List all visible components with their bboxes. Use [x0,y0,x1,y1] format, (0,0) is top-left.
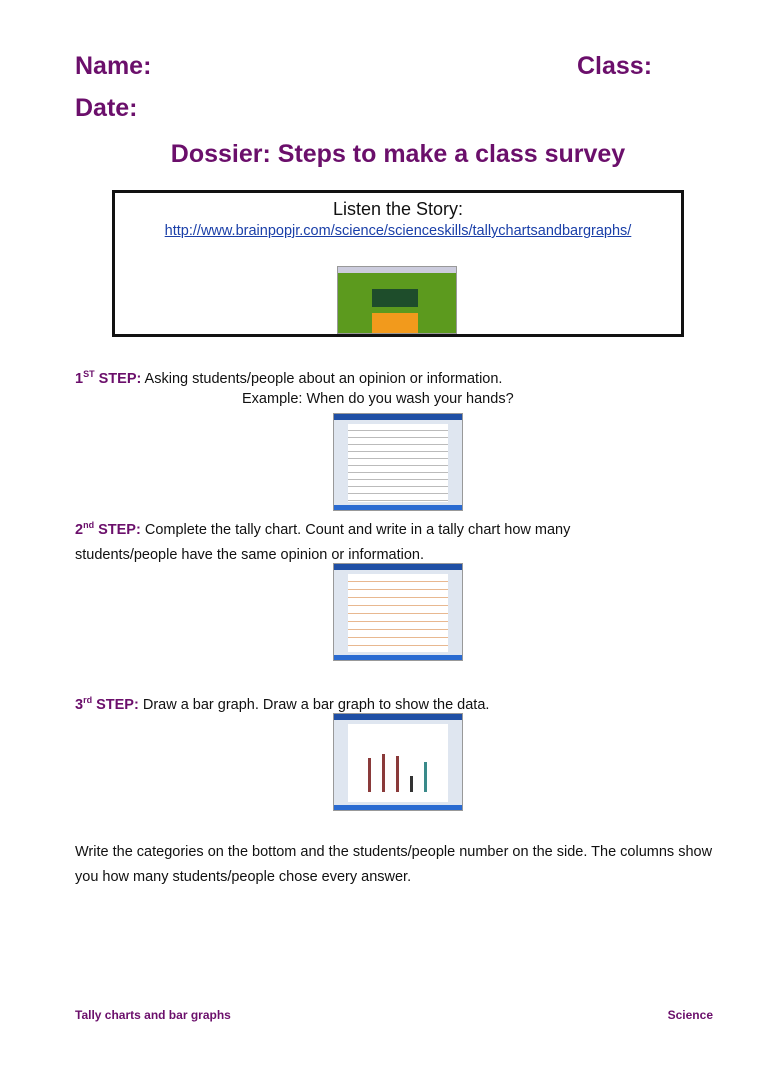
footer-left: Tally charts and bar graphs [75,1008,231,1022]
story-box [112,190,684,337]
story-heading: Listen the Story: [332,199,464,219]
class-label: Class: [577,52,653,80]
date-label: Date: [75,94,138,122]
brainpop-screenshot [337,266,457,334]
tally-chart-screenshot [333,563,463,661]
step-1-example: Example: When do you wash your hands? [242,391,514,407]
story-link[interactable]: http://www.brainpopjr.com/science/scienceskills/tallychartsandbargraphs/ [164,223,632,239]
closing-paragraph: Write the categories on the bottom and the students/people number on the side. The columns show you how many students/people chose every answer. [75,844,713,885]
step-1: 1ST STEP: Asking students/people about an opinion or information. [75,369,503,387]
footer-right: Science [667,1008,713,1022]
bar-graph-screenshot [333,713,463,811]
survey-table-screenshot [333,413,463,511]
page-title: Dossier: Steps to make a class survey [170,140,626,168]
step-2: 2nd STEP: Complete the tally chart. Count and write in a tally chart how many students/people have the same opinion or information. [75,520,571,563]
name-label: Name: [75,52,152,80]
step-3: 3rd STEP: Draw a bar graph. Draw a bar graph to show the data. [75,695,490,713]
